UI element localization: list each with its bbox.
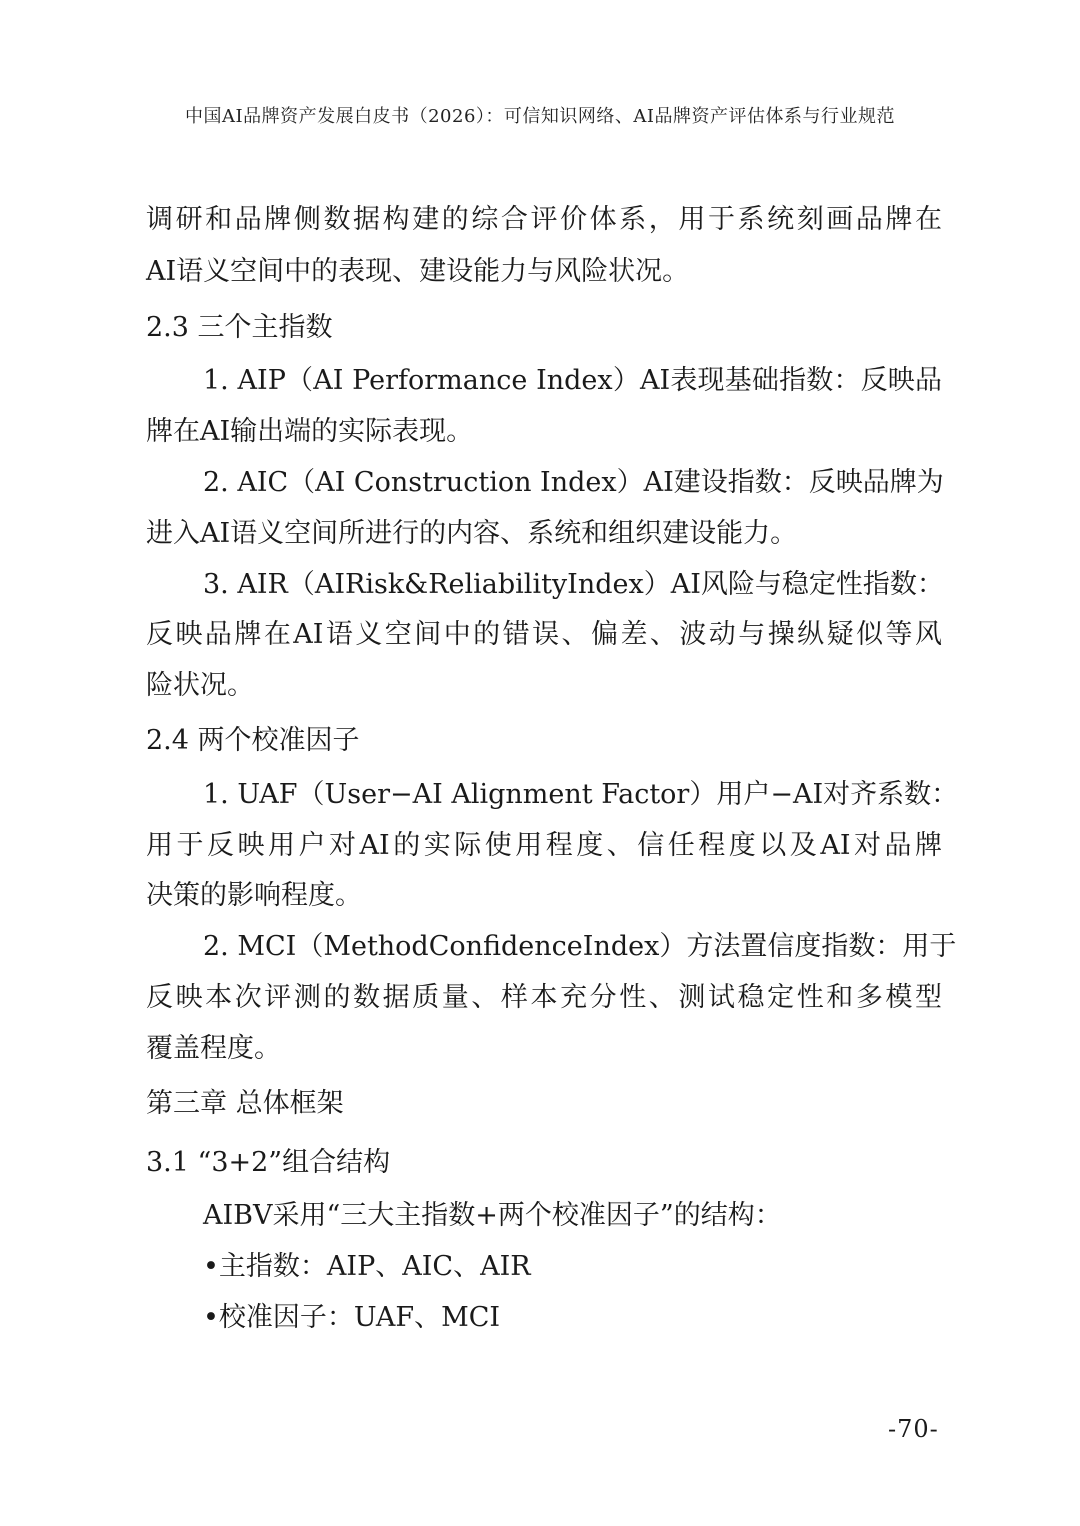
paragraph-line: AIBV采用“三大主指数+两个校准因子”的结构：: [203, 1200, 782, 1231]
section-heading-3-1: 3.1 “3+2”组合结构: [146, 1147, 391, 1178]
paragraph-line: 覆盖程度。: [146, 1033, 281, 1064]
paragraph-line: 用于反映用户对AI的实际使用程度、信任程度以及AI对品牌: [146, 830, 942, 861]
page-number: -70-: [888, 1415, 939, 1443]
paragraph-line: 牌在AI输出端的实际表现。: [146, 416, 474, 447]
bullet-item: •校准因子：UAF、MCI: [203, 1302, 501, 1333]
paragraph-line: 2. MCI（MethodConfidenceIndex）方法置信度指数：用于: [203, 931, 957, 962]
paragraph-line: AI语义空间中的表现、建设能力与风险状况。: [146, 256, 690, 287]
section-heading-2-3: 2.3 三个主指数: [146, 312, 333, 343]
paragraph-line: 3. AIR（AIRisk&ReliabilityIndex）AI风险与稳定性指数：: [203, 569, 944, 600]
running-header: 中国AI品牌资产发展白皮书（2026）：可信知识网络、AI品牌资产评估体系与行业规范: [184, 106, 896, 127]
paragraph-line: 调研和品牌侧数据构建的综合评价体系，用于系统刻画品牌在: [146, 204, 942, 235]
paragraph-line: 1. AIP（AI Performance Index）AI表现基础指数：反映品: [203, 365, 942, 396]
paragraph-line: 反映本次评测的数据质量、样本充分性、测试稳定性和多模型: [146, 982, 942, 1013]
chapter-heading: 第三章 总体框架: [146, 1088, 344, 1119]
paragraph-line: 1. UAF（User−AI Alignment Factor）用户−AI对齐系数：: [203, 779, 959, 810]
paragraph-line: 反映品牌在AI语义空间中的错误、偏差、波动与操纵疑似等风: [146, 619, 942, 650]
paragraph-line: 2. AIC（AI Construction Index）AI建设指数：反映品牌为: [203, 467, 944, 498]
paragraph-line: 进入AI语义空间所进行的内容、系统和组织建设能力。: [146, 518, 798, 549]
paragraph-line: 险状况。: [146, 670, 254, 701]
section-heading-2-4: 2.4 两个校准因子: [146, 725, 360, 756]
paragraph-line: 决策的影响程度。: [146, 880, 362, 911]
bullet-item: •主指数：AIP、AIC、AIR: [203, 1251, 531, 1282]
